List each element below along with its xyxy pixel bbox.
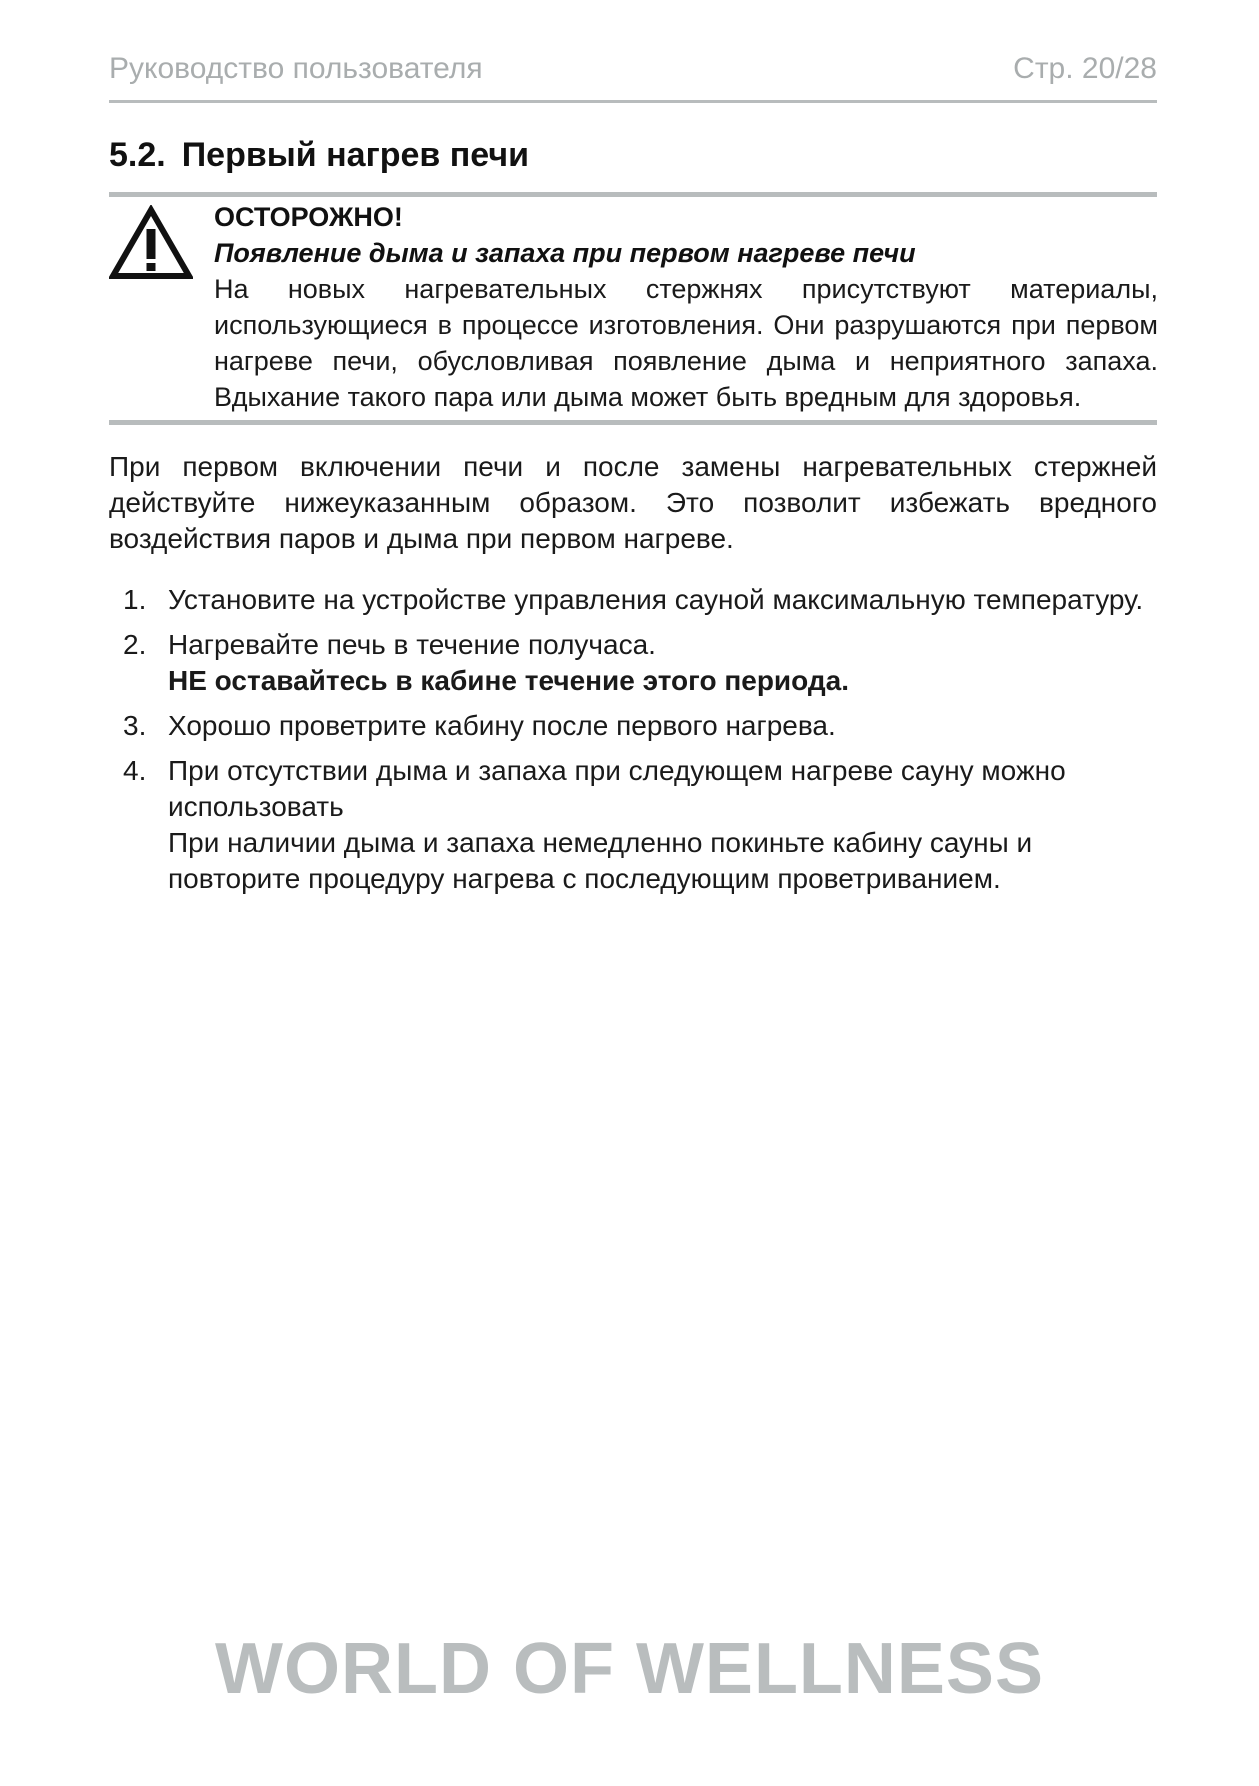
warning-block: [214, 199, 1158, 415]
step-text: Хорошо проветрите кабину после первого нагрева.: [168, 710, 836, 741]
warning-top-divider: [109, 192, 1157, 197]
list-item: [109, 753, 1157, 897]
warning-bottom-divider: [109, 420, 1157, 425]
warning-title: ОСТОРОЖНО!: [214, 202, 403, 232]
step-extra-text: При наличии дыма и запаха немедленно покиньте кабину сауны и повторите процедуру нагрева с последующим проветриванием.: [168, 827, 1033, 894]
header-divider: [109, 100, 1157, 103]
section-title: Первый нагрев печи: [181, 136, 529, 174]
list-item: [109, 582, 1157, 618]
step-number: 2.: [123, 629, 147, 660]
step-text: Нагревайте печь в течение получаса.: [168, 629, 656, 660]
step-number: 3.: [123, 710, 147, 741]
footer-brand-logo: WORLD OF WELLNESS: [215, 1629, 1044, 1709]
step-text: Установите на устройстве управления сауной максимальную температуру.: [168, 584, 1144, 615]
steps-list: [109, 582, 1157, 906]
list-item: [109, 627, 1157, 699]
section-heading: [109, 136, 529, 175]
page-header: [109, 52, 1157, 92]
page-number: Стр. 20/28: [1013, 52, 1157, 85]
warning-triangle-icon: [109, 205, 193, 281]
list-item: [109, 708, 1157, 744]
step-number: 4.: [123, 755, 147, 786]
step-warning-text: НЕ оставайтесь в кабине течение этого периода.: [168, 665, 849, 696]
document-title: Руководство пользователя: [109, 52, 483, 85]
warning-body: На новых нагревательных стержнях присутствуют материалы, использующиеся в процессе изготовления. Они разрушаются при первом нагреве печи, обусловливая появление дыма и неприятного запаха. Вдыхание такого пара или дыма может быть вредным для здоровья.: [214, 274, 1158, 412]
section-number: 5.2.: [109, 136, 166, 174]
intro-paragraph: При первом включении печи и после замены нагревательных стержней действуйте нижеуказанным образом. Это позволит избежать вредного воздействия паров и дыма при первом нагреве.: [109, 451, 1157, 554]
warning-subtitle: Появление дыма и запаха при первом нагреве печи: [214, 238, 916, 268]
step-text: При отсутствии дыма и запаха при следующем нагреве сауну можно использовать: [168, 755, 1066, 822]
step-number: 1.: [123, 584, 147, 615]
